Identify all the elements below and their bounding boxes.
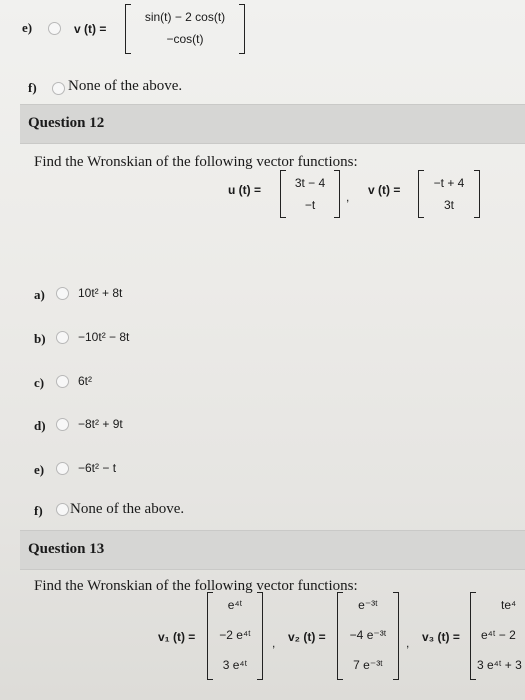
matrix-row-1: sin(t) − 2 cos(t) [144, 10, 226, 24]
v2-label: v₂ (t) = [288, 630, 326, 644]
u-label: u (t) = [228, 183, 261, 197]
comma-2: , [406, 636, 410, 650]
v1-matrix [207, 592, 263, 680]
option-f-prev-label: f) [28, 80, 37, 95]
option-e-prev-radio[interactable] [48, 22, 61, 35]
v-label: v (t) = [368, 183, 401, 197]
v-row-1: −t + 4 [433, 176, 465, 190]
question-13-prompt: Find the Wronskian of the following vector functions: [34, 578, 358, 594]
q12-option-d-label: d) [34, 418, 46, 433]
comma-1: , [272, 636, 276, 650]
v-matrix [418, 170, 480, 218]
comma: , [346, 190, 350, 204]
q12-option-a-radio[interactable] [56, 287, 69, 300]
q12-option-a-text: 10t² + 8t [78, 286, 123, 300]
q12-option-d-radio[interactable] [56, 418, 69, 431]
v3-matrix-clip [470, 592, 525, 680]
u-matrix [280, 170, 340, 218]
q12-option-a-label: a) [34, 287, 45, 302]
v1-row-3: 3 e⁴ᵗ [222, 658, 248, 672]
q12-option-b-label: b) [34, 331, 46, 346]
q12-option-c-radio[interactable] [56, 375, 69, 388]
question-13-header [20, 530, 525, 570]
v1-row-2: −2 e⁴ᵗ [219, 628, 251, 642]
v3-label: v₃ (t) = [422, 630, 460, 644]
q12-option-c-label: c) [34, 375, 45, 390]
q12-option-f-label: f) [34, 503, 43, 518]
q12-option-d-text: −8t² + 9t [78, 417, 123, 431]
matrix-row-2: −cos(t) [166, 32, 204, 46]
v3-matrix [470, 592, 525, 680]
v2-row-1: e⁻³ᵗ [358, 598, 378, 612]
q12-option-f-text: None of the above. [70, 501, 185, 517]
v-row-2: 3t [443, 198, 454, 212]
option-f-prev-radio[interactable] [52, 82, 65, 95]
q12-option-f-radio[interactable] [56, 503, 69, 516]
option-f-prev-text: None of the above. [68, 78, 183, 94]
v3-row-1: te⁴ [501, 598, 517, 612]
q12-option-c-text: 6t² [78, 374, 93, 388]
v2-row-2: −4 e⁻³ᵗ [349, 628, 387, 642]
question-12-header [20, 104, 525, 144]
option-e-prev-matrix [125, 4, 245, 54]
q12-option-e-text: −6t² − t [78, 461, 117, 475]
q12-option-e-radio[interactable] [56, 462, 69, 475]
option-e-prev-func: v (t) = [74, 22, 107, 36]
v2-matrix [337, 592, 399, 680]
q12-option-b-text: −10t² − 8t [78, 330, 130, 344]
u-row-1: 3t − 4 [294, 176, 326, 190]
question-12-title: Question 12 [28, 115, 105, 131]
question-12-prompt: Find the Wronskian of the following vector functions: [34, 154, 358, 170]
option-e-prev-label: e) [22, 20, 33, 35]
q12-option-b-radio[interactable] [56, 331, 69, 344]
v1-label: v₁ (t) = [158, 630, 196, 644]
v3-row-3: 3 e⁴ᵗ + 3 [477, 658, 522, 672]
v1-row-1: e⁴ᵗ [227, 598, 243, 612]
q12-option-e-label: e) [34, 462, 45, 477]
v3-row-2: e⁴ᵗ − 2 [481, 628, 516, 642]
u-row-2: −t [304, 198, 316, 212]
v2-row-3: 7 e⁻³ᵗ [353, 658, 383, 672]
question-13-title: Question 13 [28, 541, 105, 557]
